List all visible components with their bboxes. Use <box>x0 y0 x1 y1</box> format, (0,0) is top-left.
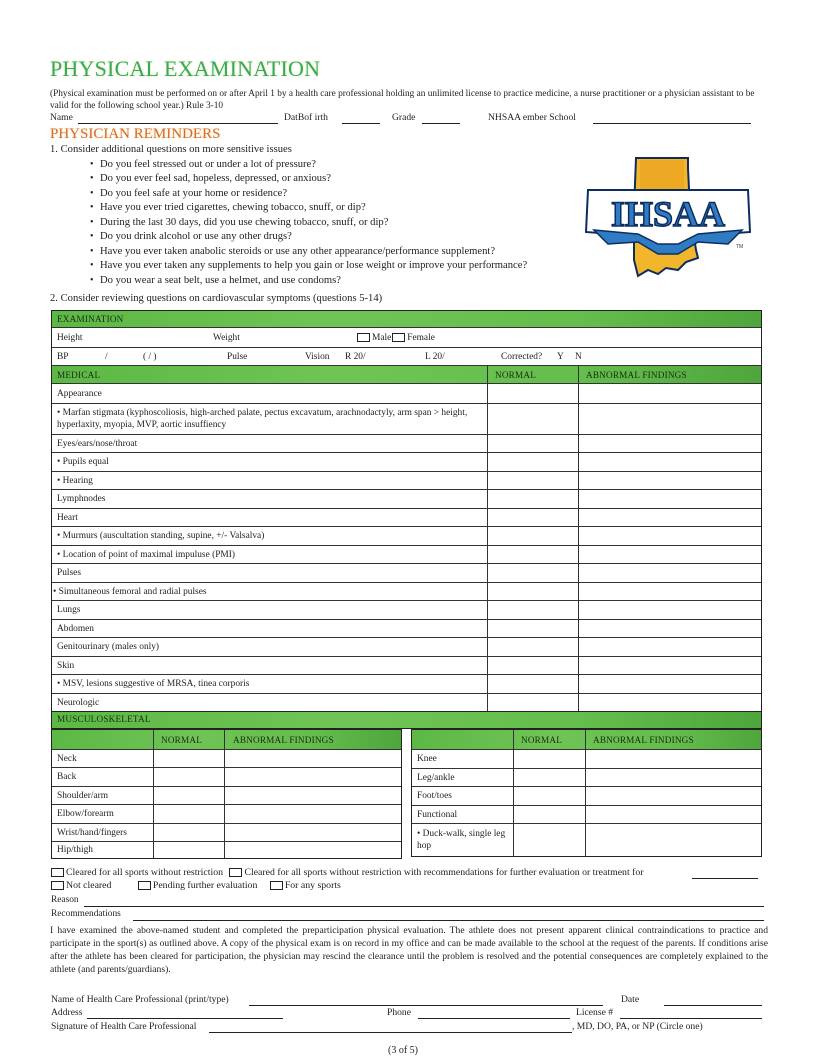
address-field[interactable] <box>87 1018 283 1019</box>
col-normal: NORMAL <box>495 369 537 380</box>
msk-left-table <box>51 729 402 859</box>
bp-paren: ( / ) <box>143 351 157 362</box>
medical-row: Genitourinary (males only) <box>52 638 761 657</box>
msk-right-header: NORMAL ABNORMAL FINDINGS <box>412 730 761 750</box>
intro-text: (Physical examination must be performed on or after April 1 by a health care professional holding an unlimited license to practice medicine, a nurse practitioner or a physician assistant to be valid for the following school year.) Rule 3-10 <box>50 89 755 111</box>
weight-label: Weight <box>213 332 240 343</box>
pending-checkbox[interactable] <box>138 881 151 890</box>
license-label: License # <box>576 1007 614 1018</box>
corrected-yes[interactable]: Y <box>557 351 564 362</box>
dob-field[interactable] <box>342 123 380 124</box>
credentials-label[interactable]: , MD, DO, PA, or NP (Circle one) <box>572 1021 703 1032</box>
height-label: Height <box>57 332 83 343</box>
medical-row: Neurologic <box>57 697 100 708</box>
medical-row: Appearance <box>52 384 761 404</box>
pulse-label: Pulse <box>227 351 248 362</box>
for-any-sports-checkbox[interactable] <box>270 881 283 890</box>
msk-row: Neck <box>52 750 401 768</box>
vision-label: Vision <box>305 351 330 362</box>
examination-header: EXAMINATION <box>52 311 761 328</box>
medical-row: • Hearing <box>52 472 761 490</box>
name-label: Name <box>50 112 73 123</box>
cleared-with-recs-checkbox[interactable] <box>229 868 242 877</box>
signature-field[interactable] <box>209 1032 572 1033</box>
reminder-bullet: • Have you ever tried cigarettes, chewing tobacco, snuff, or dip? <box>90 201 590 216</box>
date-label: Date <box>621 994 640 1005</box>
clearance-row-1 <box>51 867 644 878</box>
musculoskeletal-header: MUSCULOSKELETAL <box>51 711 762 729</box>
reason-field[interactable] <box>84 906 764 907</box>
reminder-item-1: 1. Consider additional questions on more sensitive issues <box>50 144 292 155</box>
medical-row: • Marfan stigmata (kyphoscoliosis, high-arched palate, pectus excavatum, arachnodactyly, arm span > height, hyperlaxity, myopia, MVP, aortic insuffiency <box>52 404 761 435</box>
msk-right-table <box>411 729 762 857</box>
page-number: (3 of 5) <box>388 1045 418 1056</box>
vision-right: R 20/ <box>345 351 366 362</box>
attestation-statement: I have examined the above-named student and completed the preparticipation physical evaluation. The athlete does not present apparent clinical contraindications to practice and participate in the sport(s) as outlined above. A copy of the physical exam is on record in my office and can be made available to the school at the request of the parents. If conditions arise after the athlete has been cleared for participation, the physician may rescind the clearance until the problem is resolved and the potential consequences are completely explained to the athlete (and parents/guardians). <box>50 925 768 975</box>
medical-row: • Location of point of maximal impuluse (PMI) <box>52 546 761 564</box>
grade-field[interactable] <box>422 123 460 124</box>
vision-left: L 20/ <box>425 351 445 362</box>
medical-row: Abdomen <box>52 620 761 638</box>
reminder-bullet: • Do you wear a seat belt, use a helmet, and use condoms? <box>90 274 590 289</box>
reminder-item-2: 2. Consider reviewing questions on cardiovascular symptoms (questions 5-14) <box>50 293 383 304</box>
female-checkbox[interactable] <box>392 333 405 342</box>
msk-row: Knee <box>412 750 761 769</box>
medical-row: Lymphnodes <box>52 490 761 509</box>
reminder-bullet: • Do you feel safe at your home or residence? <box>90 187 590 202</box>
msk-row: Shoulder/arm <box>52 787 401 805</box>
recommendations-label: Recommendations <box>51 909 121 919</box>
cleared-label: Cleared for all sports without restriction <box>66 867 223 878</box>
medical-row: Eyes/ears/nose/throat <box>52 435 761 453</box>
signature-label: Signature of Health Care Professional <box>51 1021 197 1032</box>
hcp-name-field[interactable] <box>249 1005 603 1006</box>
medical-row: • Pupils equal <box>52 453 761 472</box>
school-field[interactable] <box>593 123 751 124</box>
grade-label: Grade <box>392 112 416 123</box>
msk-row: • Duck-walk, single leg hop <box>417 829 506 851</box>
medical-row: Skin <box>52 657 761 675</box>
examination-table <box>51 310 762 712</box>
hcp-name-label: Name of Health Care Professional (print/type) <box>51 994 229 1005</box>
reminder-bullet: • Do you drink alcohol or use any other drugs? <box>90 230 590 245</box>
corrected-no[interactable]: N <box>575 351 582 362</box>
reminders-list <box>50 143 590 288</box>
school-label: NHSAA ember School <box>488 112 576 123</box>
phone-label: Phone <box>387 1007 411 1018</box>
medical-row: • Murmurs (auscultation standing, supine, +/- Valsalva) <box>52 527 761 546</box>
license-field[interactable] <box>620 1018 762 1019</box>
date-field[interactable] <box>664 1005 762 1006</box>
ihsaa-logo <box>578 150 758 285</box>
for-any-sports-label: For any sports <box>284 880 341 891</box>
cleared-checkbox[interactable] <box>51 868 64 877</box>
medical-row: • MSV, lesions suggestive of MRSA, tinea corporis <box>52 675 761 694</box>
pending-label: Pending further evaluation <box>152 880 258 891</box>
reason-label: Reason <box>51 895 79 905</box>
female-label: Female <box>407 332 435 343</box>
phone-field[interactable] <box>418 1018 570 1019</box>
msk-row: Back <box>52 768 401 787</box>
indiana-state-icon <box>578 150 758 285</box>
reminder-bullet: • Do you feel stressed out or under a lot of pressure? <box>90 158 590 173</box>
msk-row: Elbow/forearm <box>52 805 401 824</box>
col-abnormal: ABNORMAL FINDINGS <box>586 369 687 380</box>
msk-row: Wrist/hand/fingers <box>52 824 401 842</box>
svg-text:TM: TM <box>736 244 744 250</box>
male-checkbox[interactable] <box>357 333 370 342</box>
treatment-for-field[interactable] <box>692 878 758 879</box>
cleared-with-recs-label: Cleared for all sports without restriction with recommendations for further evaluation or treatment for <box>244 867 644 878</box>
address-label: Address <box>51 1007 83 1018</box>
reminder-bullet: • Do you ever feel sad, hopeless, depressed, or anxious? <box>90 172 590 187</box>
reminder-bullet: • Have you ever taken anabolic steroids or use any other appearance/performance supplement? <box>90 245 590 260</box>
corrected-label: Corrected? <box>501 351 543 362</box>
bp-slash: / <box>105 351 108 362</box>
bp-label: BP <box>57 351 69 362</box>
msk-row: Functional <box>412 806 761 824</box>
student-id-row <box>50 112 770 126</box>
medical-row: Pulses <box>52 564 761 583</box>
reminder-bullet: • During the last 30 days, did you use chewing tobacco, snuff, or dip? <box>90 216 590 231</box>
not-cleared-label: Not cleared <box>66 880 112 891</box>
msk-left-header: NORMAL ABNORMAL FINDINGS <box>52 730 401 750</box>
reminder-bullet: • Have you ever taken any supplements to help you gain or lose weight or improve your performance? <box>90 259 590 274</box>
bp-vision-row <box>52 348 761 366</box>
msk-row: Hip/thigh <box>57 845 93 855</box>
medical-row: Lungs <box>52 601 761 620</box>
reminders-title: PHYSICIAN REMINDERS <box>50 126 221 142</box>
medical-row: Heart <box>52 509 761 527</box>
msk-row: Leg/ankle <box>412 769 761 787</box>
medical-row: • Simultaneous femoral and radial pulses <box>52 583 761 601</box>
svg-text:IHSAA: IHSAA <box>610 194 726 234</box>
dob-label: DatBof irth <box>284 112 328 123</box>
name-field[interactable] <box>78 123 278 124</box>
height-weight-row <box>52 328 761 348</box>
male-label: Male <box>372 332 392 343</box>
clearance-row-2 <box>51 880 341 891</box>
recommendations-field[interactable] <box>133 920 764 921</box>
msk-row: Foot/toes <box>412 787 761 806</box>
not-cleared-checkbox[interactable] <box>51 881 64 890</box>
medical-header: MEDICAL NORMAL ABNORMAL FINDINGS <box>52 366 761 384</box>
page-title: PHYSICAL EXAMINATION <box>50 56 321 81</box>
